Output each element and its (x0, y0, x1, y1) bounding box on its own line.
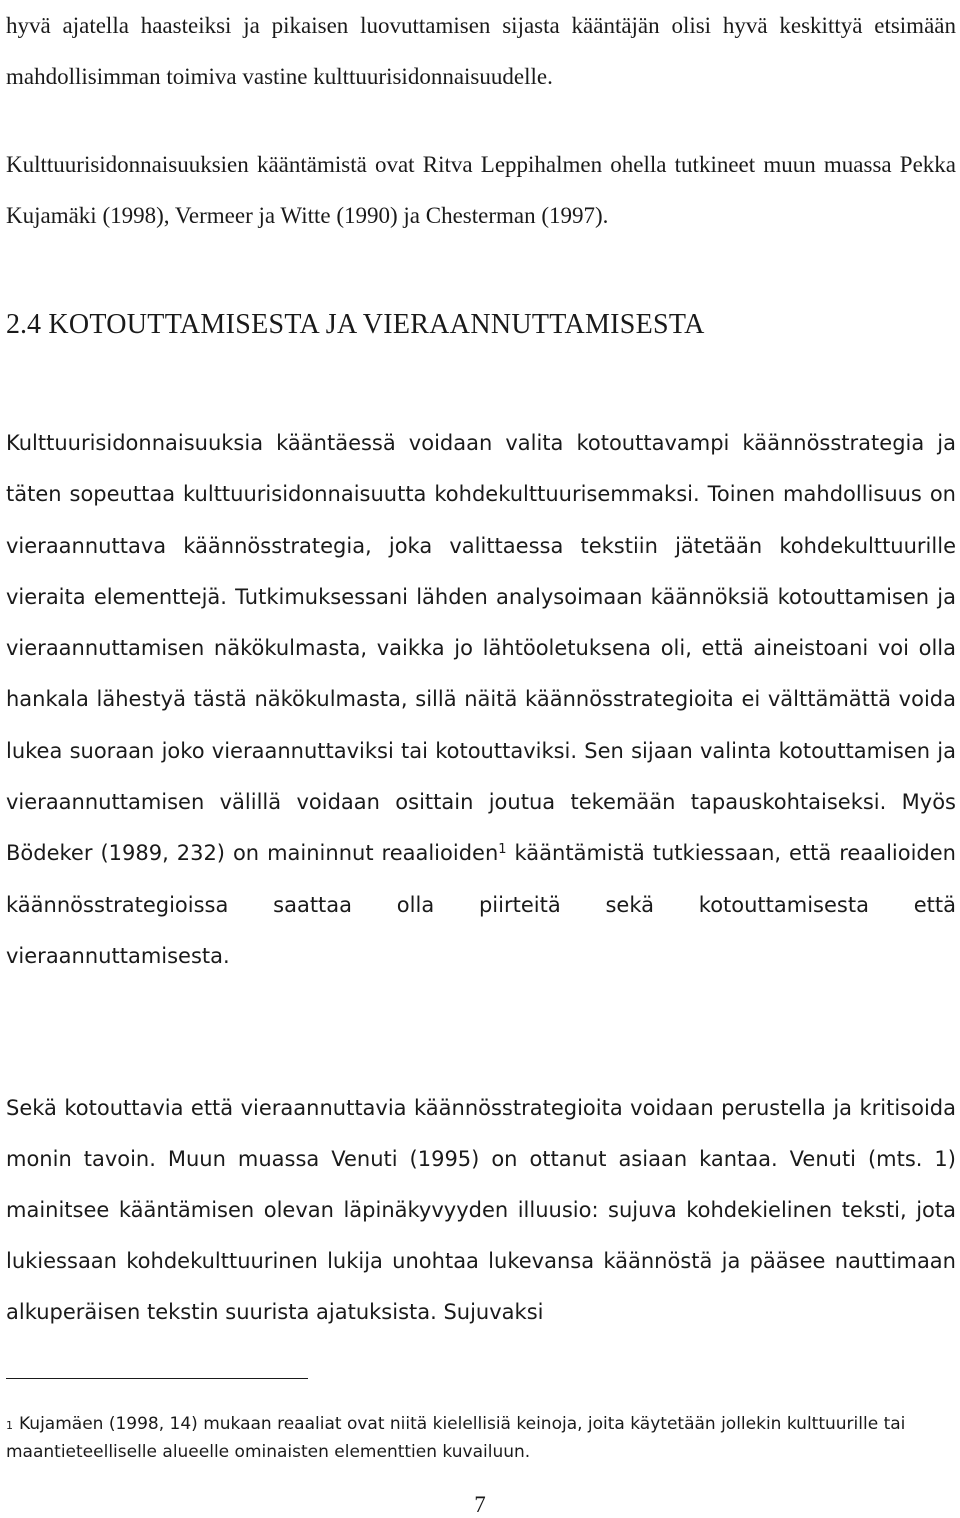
page-number: 7 (474, 1492, 486, 1517)
footnote-marker: 1 (6, 1419, 13, 1432)
main-paragraph (6, 418, 956, 982)
section-number: 2.4 (6, 309, 41, 340)
footnote-separator (6, 1378, 308, 1379)
footnote (6, 1410, 956, 1466)
section-title: KOTOUTTAMISESTA JA VIERAANNUTTAMISESTA (48, 309, 705, 340)
intro-paragraph: hyvä ajatella haasteiksi ja pikaisen luovuttamisen sijasta kääntäjän olisi hyvä keskittyä etsimään mahdollisimman toimiva vastine kulttuurisidonnaisuudelle. (6, 13, 956, 89)
footnote-text: Kujamäen (1998, 14) mukaan reaaliat ovat niitä kielellisiä keinoja, joita käytetään jollekin kulttuurille tai maantieteelliselle alueelle ominaisten elementtien kuvailuun. (6, 1414, 906, 1462)
section-heading (6, 309, 705, 341)
researchers-paragraph: Kulttuurisidonnaisuuksien kääntämistä ovat Ritva Leppihalmen ohella tutkineet muun muassa Pekka Kujamäki (1998), Vermeer ja Witte (1990) ja Chesterman (1997). (6, 152, 956, 228)
main-paragraph-text-continued: kääntämistä tutkiessaan, että reaalioiden käännösstrategioissa saattaa olla piirteitä sekä kotouttamisesta että vieraannuttamisesta. (6, 841, 956, 968)
main-paragraph-text: Kulttuurisidonnaisuuksia kääntäessä voidaan valita kotouttavampi käännösstrategia ja täten sopeuttaa kulttuurisidonnaisuutta kohdekulttuurisemmaksi. Toinen mahdollisuus on vieraannuttava käännösstrategia, joka valittaessa tekstiin jätetään kohdekulttuurille vieraita elementtejä. Tutkimuksessani lähden analysoimaan käännöksiä kotouttamisen ja vieraannuttamisen näkökulmasta, vaikka jo lähtöoletuksena oli, että aineistoani voi olla hankala lähestyä tästä näkökulmasta, sillä näitä käännösstrategioita ei välttämättä voida lukea suoraan joko vieraannuttaviksi tai kotouttaviksi. Sen sijaan valinta kotouttamisen ja vieraannuttamisen välillä voidaan osittain joutua tekemään tapauskohtaiseksi. Myös Bödeker (1989, 232) on maininnut reaalioiden (6, 431, 956, 866)
footnote-reference: 1 (498, 842, 507, 858)
venuti-paragraph: Sekä kotouttavia että vieraannuttavia käännösstrategioita voidaan perustella ja kritisoida monin tavoin. Muun muassa Venuti (1995) on ottanut asiaan kantaa. Venuti (mts. 1) mainitsee kääntämisen olevan läpinäkyvyyden illuusio: sujuva kohdekielinen teksti, jota lukiessaan kohdekulttuurinen lukija unohtaa lukevansa käännöstä ja pääsee nauttimaan alkuperäisen tekstin suurista ajatuksista. Sujuvaksi (6, 1096, 956, 1324)
